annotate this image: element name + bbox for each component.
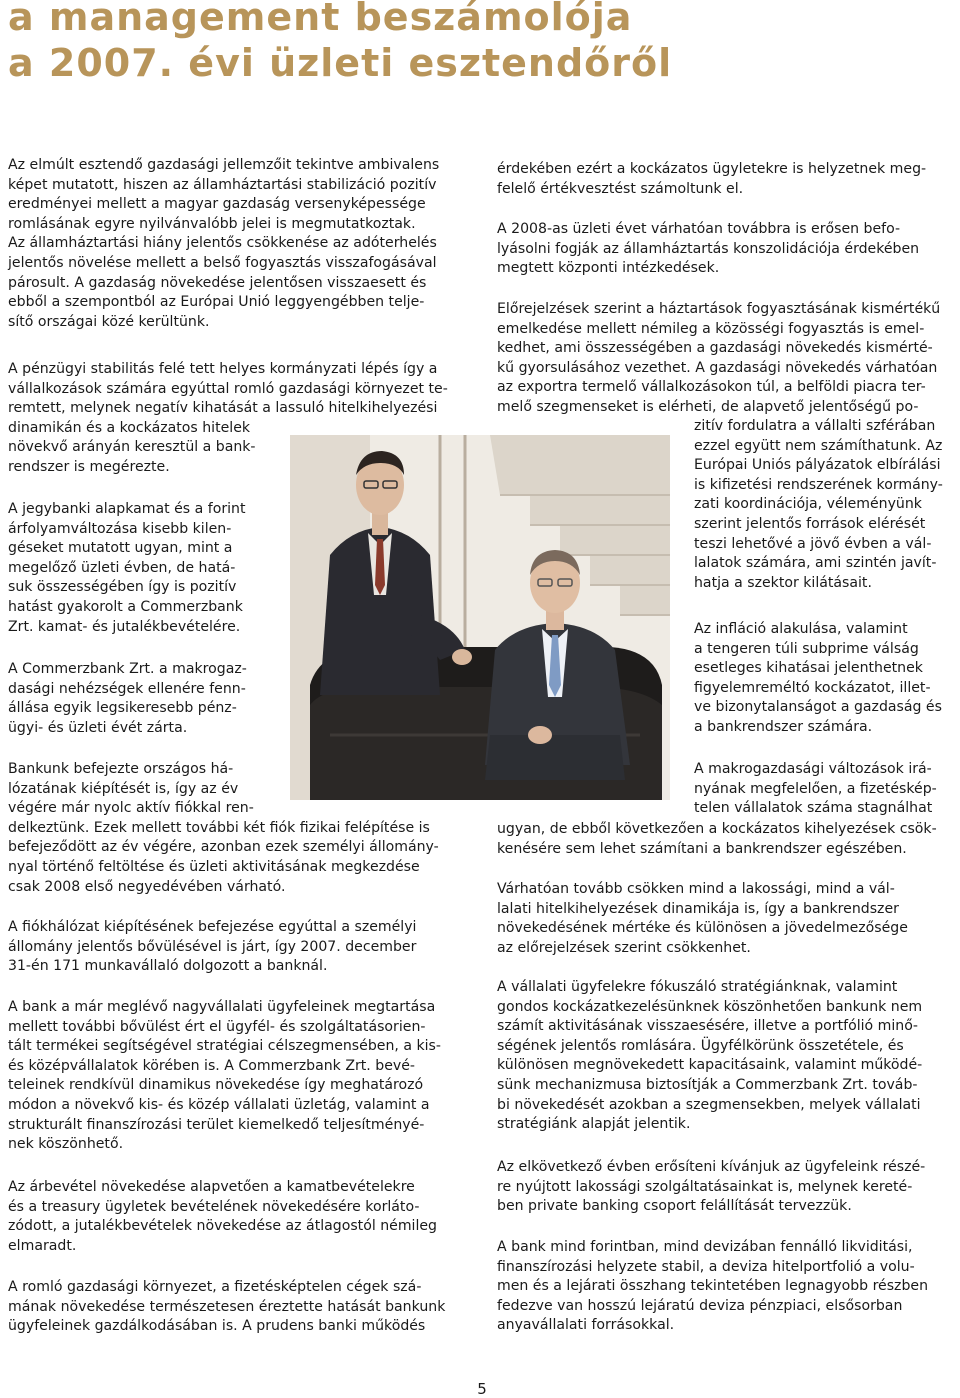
text-line: nek köszönhető. — [8, 1136, 124, 1153]
right-paragraph-9 — [497, 1238, 928, 1336]
text-line: ben private banking csoport felállítását tervezzük. — [497, 1198, 852, 1215]
text-line: sünk mechanizmusa biztosítják a Commerzbank Zrt. továb- — [497, 1076, 918, 1093]
text-line: Európai Uniós pályázatok elbírálási — [694, 457, 941, 474]
right-paragraph-3b — [694, 417, 943, 593]
right-paragraph-4 — [694, 620, 942, 738]
text-line: A vállalati ügyfelekre fókuszáló stratégiánknak, valamint — [497, 979, 898, 995]
text-line: Zrt. kamat- és jutalékbevételére. — [8, 618, 241, 635]
photo-illustration — [290, 435, 670, 800]
text-line: figyelemreméltó kockázatot, illet- — [694, 679, 931, 696]
text-line: A bank a már meglévő nagyvállalati ügyfeleinek megtartása — [8, 999, 436, 1015]
text-line: lyásolni fogják az államháztartás konszolidációja érdekében — [497, 240, 920, 257]
text-line: megtett központi intézkedések. — [497, 260, 720, 277]
text-line: különösen megnövekedett kapacitásaink, valamint működé- — [497, 1057, 923, 1074]
text-line: felelő értékvesztést számoltunk el. — [497, 180, 744, 197]
text-line: párosult. A gazdaság növekedése jelentősen visszaesett és — [8, 274, 427, 291]
text-line: árfolyamváltozása kisebb kilen- — [8, 520, 232, 537]
left-paragraph-1 — [8, 156, 439, 332]
text-line: jelentős növelése mellett a belső fogyasztás visszafogásával — [8, 254, 437, 271]
text-line: és a treasury ügyletek bevételének növekedésére korláto- — [8, 1198, 420, 1215]
text-line: suk összességében így is pozitív — [8, 579, 237, 596]
text-line: emelkedése mellett némileg a közösségi fogyasztás is emel- — [497, 320, 925, 337]
text-line: fedezve van hosszú lejáratú deviza pénzpiaci, elsősorban — [497, 1297, 903, 1314]
text-line: növekedésének mértéke és különösen a jövedelmezősége — [497, 920, 908, 937]
text-line: zódott, a jutalékbevételek növekedése az átlagostól némileg — [8, 1218, 438, 1235]
text-line: lalatok számára, ami szintén javít- — [694, 555, 937, 572]
text-line: gondos kockázatkezelésünknek köszönhetően bankunk nem — [497, 998, 923, 1015]
text-line: szerint jelentős források elérését — [694, 515, 926, 532]
text-line: ve bizonytalanságot a gazdaság és — [694, 699, 942, 716]
text-line: is kifizetési rendszerének kormány- — [694, 476, 943, 493]
text-line: géseket mutatott ugyan, mint a — [8, 540, 233, 557]
text-line: dinamikán és a kockázatos hitelek — [8, 419, 251, 436]
page-number: 5 — [477, 1380, 487, 1398]
text-line: ügyi- és üzleti évét zárta. — [8, 719, 188, 736]
text-line: dasági nehézségek ellenére fenn- — [8, 680, 246, 697]
text-line: érdekében ezért a kockázatos ügyletekre is helyzetnek meg- — [497, 161, 927, 177]
text-line: re nyújtott lakossági szolgáltatásainkat is, melynek kereté- — [497, 1178, 913, 1195]
text-line: ebből a szempontból az Európai Unió leggyengébben telje- — [8, 294, 425, 311]
text-line: állomány jelentős bővülésével is járt, így 2007. december — [8, 938, 417, 955]
text-line: Előrejelzések szerint a háztartások fogyasztásának kismértékű — [497, 301, 941, 317]
text-line: vállalkozások számára egyúttal romló gazdasági környezet te- — [8, 380, 448, 397]
text-line: esetleges kihatásai jelenthetnek — [694, 660, 923, 677]
left-paragraph-5 — [8, 760, 439, 897]
text-line: A pénzügyi stabilitás felé tett helyes kormányzati lépés így a — [8, 361, 438, 377]
executives-photo — [290, 435, 670, 800]
text-line: növekvő arányán keresztül a bank- — [8, 439, 256, 456]
text-line: csak 2008 első negyedévében várható. — [8, 878, 286, 895]
text-line: tált termékei segítségével stratégiai célszegmensében, a kis- — [8, 1038, 441, 1055]
text-line: hatja a szektor kilátásait. — [694, 574, 872, 591]
text-line: teleinek rendkívül dinamikus növekedése így meghatározó — [8, 1077, 424, 1094]
right-paragraph-2 — [497, 220, 919, 279]
text-line: ezzel együtt nem számíthatunk. Az — [694, 437, 943, 454]
text-line: hatást gyakorolt a Commerzbank — [8, 598, 243, 615]
text-line: A bank mind forintban, mind devizában fennálló likviditási, — [497, 1239, 913, 1255]
text-line: Az infláció alakulása, valamint — [694, 621, 908, 637]
text-line: ségének jelentős romlására. Ügyfélkörünk összetétele, és — [497, 1037, 904, 1054]
text-line: men és a lejárati összhang tekintetében legnagyobb részben — [497, 1278, 929, 1295]
text-line: számít aktivitásának visszaesésére, illetve a portfólió minő- — [497, 1018, 918, 1035]
text-line: A Commerzbank Zrt. a makrogaz- — [8, 661, 247, 677]
text-line: ügyfeleinek gazdálkodásában is. A prudens banki működés — [8, 1318, 426, 1335]
text-line: bi növekedését azokban a szegmensekben, melyek vállalati — [497, 1096, 921, 1113]
text-line: A romló gazdasági környezet, a fizetésképtelen cégek szá- — [8, 1279, 422, 1295]
right-paragraph-3a — [497, 300, 940, 418]
text-line: elmaradt. — [8, 1237, 77, 1254]
text-line: zati koordinációja, véleményünk — [694, 496, 922, 513]
right-paragraph-7 — [497, 978, 922, 1135]
text-line: eredményei mellett a magyar gazdaság versenyképessége — [8, 196, 426, 213]
right-paragraph-5b — [497, 820, 937, 859]
text-line: Bankunk befejezte országos há- — [8, 761, 234, 777]
text-line: zitív fordulatra a vállalti szférában — [694, 418, 936, 434]
left-paragraph-8 — [8, 1178, 437, 1256]
text-line: lózatának kiépítését is, így az év — [8, 780, 239, 797]
text-line: állása egyik legsikeresebb pénz- — [8, 700, 237, 717]
text-line: A makrogazdasági változások irá- — [694, 761, 932, 777]
text-line: nyának megfelelően, a fizetéskép- — [694, 780, 937, 797]
text-line: megelőző üzleti évben, de hatá- — [8, 559, 236, 576]
left-paragraph-4 — [8, 660, 247, 738]
left-paragraph-7 — [8, 998, 441, 1155]
text-line: befejeződött az év végére, azonban ezek személyi állomány- — [8, 839, 439, 856]
text-line: nyal történő feltöltése és üzleti aktivitásának megkezdése — [8, 858, 420, 875]
text-line: romlásának egyre nyilvánvalóbb jelei is megmutatkoztak. — [8, 215, 416, 232]
text-line: módon a növekvő kis- és közép vállalati üzletág, valamint a — [8, 1096, 430, 1113]
text-line: kenésére sem lehet számítani a bankrendszer egészében. — [497, 840, 907, 857]
text-line: telen vállalatok száma stagnálhat — [694, 800, 933, 817]
text-line: Az államháztartási hiány jelentős csökkenése az adóterhelés — [8, 235, 437, 252]
text-line: az exportra termelő vállalkozásokon túl, a belföldi piacra ter- — [497, 379, 926, 396]
text-line: anyavállalati forrásokkal. — [497, 1317, 675, 1334]
text-line: A jegybanki alapkamat és a forint — [8, 501, 246, 517]
text-line: rendszer is megérezte. — [8, 458, 170, 475]
text-line: az előrejelzések szerint csökkenhet. — [497, 939, 751, 956]
page-title — [8, 0, 672, 86]
text-line: Várhatóan tovább csökken mind a lakossági, mind a vál- — [497, 881, 895, 897]
right-paragraph-6 — [497, 880, 908, 958]
text-line: és középvállalatok körében is. A Commerzbank Zrt. bevé- — [8, 1057, 415, 1074]
right-paragraph-1 — [497, 160, 926, 199]
left-paragraph-2 — [8, 360, 448, 478]
left-paragraph-9 — [8, 1278, 445, 1337]
text-line: stratégiánk alapját jelentik. — [497, 1116, 691, 1133]
title-line-1: a management beszámolója — [8, 0, 633, 39]
text-line: melő szegmenseket is elérheti, de alapvető jelentőségű po- — [497, 398, 919, 415]
text-line: sítő országai közé kerültünk. — [8, 313, 210, 330]
text-line: a bankrendszer számára. — [694, 718, 873, 735]
text-line: kű gyorsulásához vezethet. A gazdasági növekedés várhatóan — [497, 359, 938, 376]
left-paragraph-6 — [8, 918, 416, 977]
text-line: ugyan, de ebből következően a kockázatos kihelyezések csök- — [497, 821, 937, 837]
text-line: teszi lehetővé a jövő évben a vál- — [694, 535, 932, 552]
text-line: Az elkövetkező évben erősíteni kívánjuk az ügyfeleink részé- — [497, 1159, 926, 1175]
text-line: mellett további bővülést ért el ügyfél- és szolgáltatásorien- — [8, 1018, 426, 1035]
text-line: 31-én 171 munkavállaló dolgozott a banknál. — [8, 958, 328, 975]
text-line: remtett, melynek negatív kihatását a lassuló hitelkihelyezési — [8, 400, 438, 417]
text-line: delkeztünk. Ezek mellett további két fiók fizikai felépítése is — [8, 819, 430, 836]
right-paragraph-8 — [497, 1158, 925, 1217]
text-line: Az árbevétel növekedése alapvetően a kamatbevételekre — [8, 1179, 415, 1195]
title-line-2: a 2007. évi üzleti esztendőről — [8, 41, 673, 85]
text-line: strukturált finanszírozási terület kiemelkedő teljesítményé- — [8, 1116, 425, 1133]
right-paragraph-5a — [694, 760, 937, 819]
text-line: képet mutatott, hiszen az államháztartási stabilizáció pozitív — [8, 176, 437, 193]
text-line: kedhet, ami összességében a gazdasági növekedés kismérté- — [497, 340, 933, 357]
text-line: A 2008-as üzleti évet várhatóan továbbra is erősen befo- — [497, 221, 901, 237]
text-line: mának növekedése természetesen éreztette hatását bankunk — [8, 1298, 446, 1315]
text-line: finanszírozási helyzete stabil, a deviza hitelportfolió a volu- — [497, 1258, 915, 1275]
text-line: A fiókhálózat kiépítésének befejezése egyúttal a személyi — [8, 919, 417, 935]
left-paragraph-3 — [8, 500, 246, 637]
text-line: Az elmúlt esztendő gazdasági jellemzőit tekintve ambivalens — [8, 157, 440, 173]
text-line: lalati hitelkihelyezések dinamikája is, így a bankrendszer — [497, 900, 899, 917]
text-line: a tengeren túli subprime válság — [694, 640, 919, 657]
text-line: végére már nyolc aktív fiókkal ren- — [8, 800, 254, 817]
